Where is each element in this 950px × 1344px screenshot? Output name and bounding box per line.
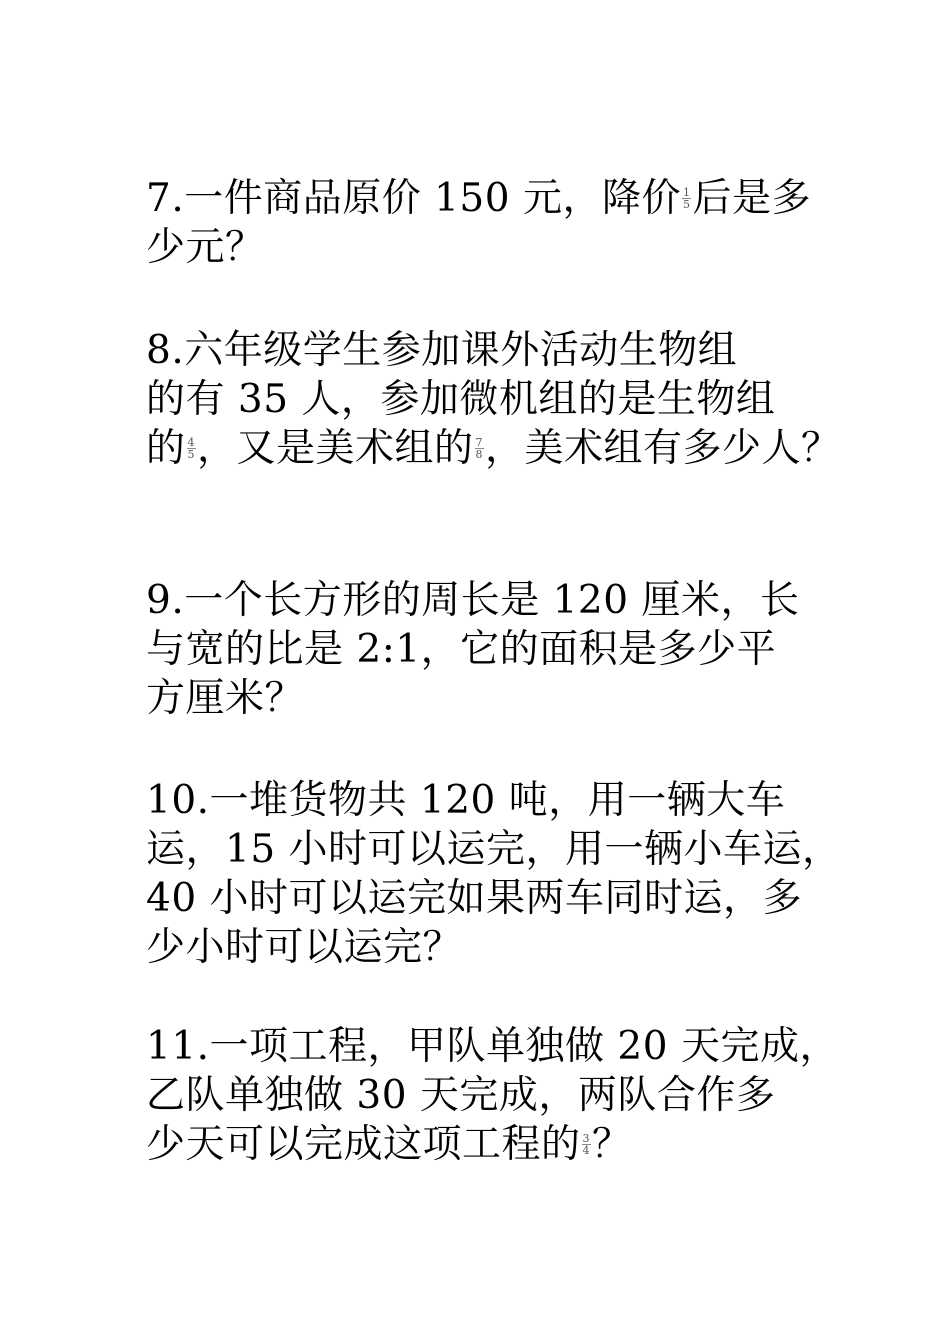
problem-8-line-3 — [146, 424, 846, 473]
problem-11-text-a: 少天可以完成这项工程的 — [146, 1122, 581, 1167]
problem-8-text-b: ，又是美术组的 — [197, 426, 474, 471]
fraction-numerator: 7 — [475, 435, 484, 449]
problem-10-line-3: 40 小时可以运完如果两车同时运，多 — [146, 876, 803, 921]
problem-8-line-2: 的有 35 人，参加微机组的是生物组 — [146, 377, 776, 422]
problem-11-line-2: 乙队单独做 30 天完成，两队合作多 — [146, 1073, 776, 1118]
problem-10 — [146, 776, 846, 972]
fraction-denominator: 5 — [187, 447, 196, 461]
fraction-denominator: 4 — [582, 1143, 591, 1157]
problem-11-line-1: 11.一项工程，甲队单独做 20 天完成， — [146, 1024, 839, 1069]
problem-7-line-1 — [146, 174, 846, 223]
problem-9-line-2: 与宽的比是 2:1，它的面积是多少平 — [146, 627, 777, 672]
fraction-denominator: 5 — [682, 197, 691, 211]
problem-8-text-a: 的 — [146, 426, 186, 471]
problem-9-line-3: 方厘米？ — [146, 676, 305, 721]
fraction-denominator: 8 — [475, 447, 484, 461]
problem-11-line-3 — [146, 1120, 846, 1169]
problem-7-text-b: 后是多 — [692, 176, 811, 221]
problem-10-line-1: 10.一堆货物共 120 吨，用一辆大车 — [146, 778, 786, 823]
problem-8-line-1: 8.六年级学生参加课外活动生物组 — [146, 328, 738, 373]
problem-11-text-b: ？ — [592, 1122, 632, 1167]
problem-10-line-2: 运，15 小时可以运完，用一辆小车运， — [146, 827, 842, 872]
problem-7-line-2: 少元？ — [146, 225, 265, 270]
problem-10-line-4: 少小时可以运完？ — [146, 925, 463, 970]
problem-8 — [146, 326, 846, 473]
fraction-seven-eighths — [475, 437, 485, 460]
fraction-one-fifth — [682, 187, 692, 210]
problem-9 — [146, 576, 846, 723]
problem-8-text-c: ，美术组有多少人？ — [485, 426, 841, 471]
fraction-numerator: 1 — [682, 185, 691, 199]
fraction-numerator: 3 — [582, 1131, 591, 1145]
fraction-four-fifths — [187, 437, 197, 460]
problem-7 — [146, 174, 846, 272]
problem-9-line-1: 9.一个长方形的周长是 120 厘米，长 — [146, 578, 800, 623]
problem-7-text-a: 7.一件商品原价 150 元，降价 — [146, 176, 681, 221]
problem-11 — [146, 1022, 846, 1169]
fraction-three-quarters — [582, 1133, 592, 1156]
fraction-numerator: 4 — [187, 435, 196, 449]
